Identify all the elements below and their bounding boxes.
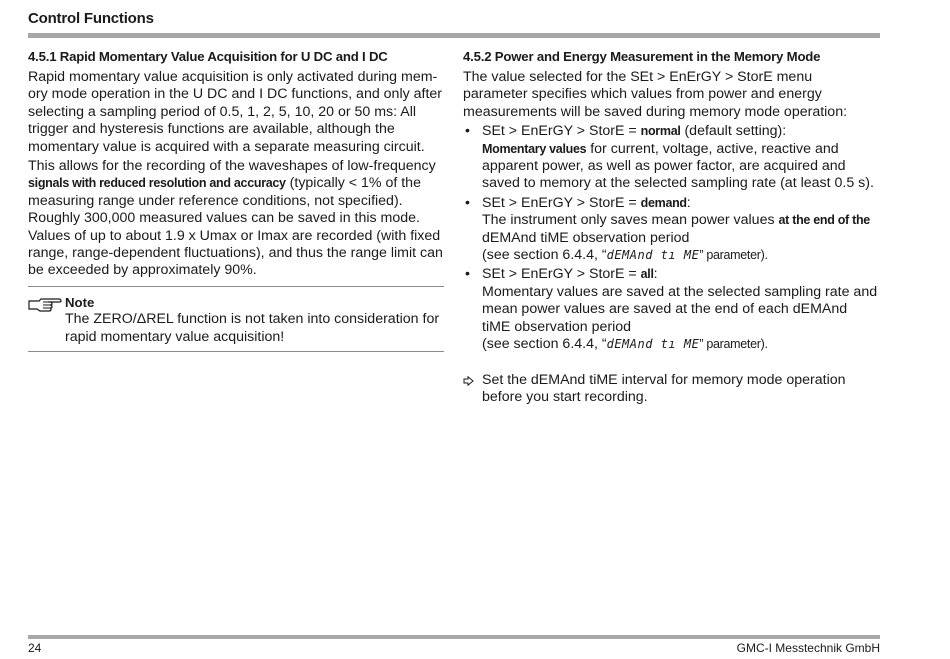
footer-rule bbox=[28, 635, 880, 639]
reference-suffix: ” parameter). bbox=[699, 248, 768, 263]
section-reference bbox=[482, 247, 879, 264]
text-segment: for current, voltage, active, reactive and apparent power, as well as power factor, are acquired and saved to memory at the selected sampling rate (at least 0.5 s). bbox=[482, 140, 874, 192]
option-line bbox=[482, 195, 879, 212]
note-label: Note bbox=[65, 294, 95, 310]
action-instruction bbox=[463, 372, 879, 407]
section-heading-4-5-2: 4.5.2 Power and Energy Measurement in the Memory Mode bbox=[463, 49, 821, 64]
bullet-glyph: • bbox=[465, 123, 470, 140]
page-number: 24 bbox=[28, 641, 42, 655]
option-description bbox=[482, 212, 879, 247]
option-line bbox=[482, 123, 879, 140]
bullet-glyph: • bbox=[465, 194, 470, 211]
reference-suffix: ” parameter). bbox=[699, 337, 768, 352]
note-text: The ZERO/ΔREL function is not taken into consideration for rapid momentary value acquisition! bbox=[65, 311, 440, 345]
text-segment: dEMAnd tiME observation period bbox=[482, 229, 690, 246]
storage-option-list bbox=[463, 123, 879, 353]
text-segment: The instrument only saves mean power values bbox=[482, 212, 779, 229]
bold-segment: Momentary values bbox=[482, 141, 587, 156]
option-description: Momentary values are saved at the selected sampling rate and mean power values are saved at the end of each dEMAnd tiME observation period bbox=[482, 283, 878, 335]
list-item-demand bbox=[463, 195, 879, 265]
option-prefix: SEt > EnErGY > StorE = bbox=[482, 194, 641, 211]
bold-segment: signals with reduced resolution and accuracy bbox=[28, 176, 286, 191]
lcd-display-text: dEMAnd tı ME bbox=[606, 248, 700, 263]
option-suffix: (default setting): bbox=[680, 123, 787, 140]
reference-prefix: (see section 6.4.4, “ bbox=[482, 247, 607, 264]
paragraph-rapid-acquisition: Rapid momentary value acquisition is only activated during mem-ory mode operation in the U DC and I DC functions, and only after selecting a sampling period of 0.5, 1, 2, 5, 10, 20 or 50 ms: All trigger and hysteresis functions are available, although the momentary value is acquired with a separate measuring circuit. bbox=[28, 69, 443, 155]
option-value: normal bbox=[640, 124, 681, 139]
paragraph-waveshapes bbox=[28, 158, 444, 280]
list-item-normal bbox=[463, 123, 879, 193]
action-text: Set the dEMAnd tiME interval for memory mode operation before you start recording. bbox=[482, 371, 846, 405]
bullet-glyph: • bbox=[465, 266, 470, 283]
left-column bbox=[28, 48, 444, 352]
text-segment: This allows for the recording of the waveshapes of low-frequency bbox=[28, 158, 436, 175]
option-prefix: SEt > EnErGY > StorE = bbox=[482, 123, 641, 140]
list-item-all bbox=[463, 266, 879, 353]
option-suffix: : bbox=[653, 266, 658, 283]
option-line bbox=[482, 266, 879, 283]
company-name: GMC-I Messtechnik GmbH bbox=[736, 641, 880, 655]
section-heading-4-5-1: 4.5.1 Rapid Momentary Value Acquisition for U DC and I DC bbox=[28, 49, 388, 64]
right-column bbox=[463, 48, 879, 406]
note-box bbox=[28, 286, 444, 352]
action-arrow-icon bbox=[463, 376, 474, 386]
paragraph-intro: The value selected for the SEt > EnErGY > StorE menu parameter specifies which values from power and energy measurements will be saved during memory mode operation: bbox=[463, 69, 848, 120]
section-reference bbox=[482, 336, 879, 353]
option-value: all bbox=[640, 267, 654, 282]
option-description bbox=[482, 141, 879, 193]
lcd-display-text: dEMAnd tı ME bbox=[606, 337, 700, 352]
page-header-title: Control Functions bbox=[28, 10, 154, 27]
option-value: demand bbox=[640, 195, 687, 210]
reference-prefix: (see section 6.4.4, “ bbox=[482, 336, 607, 353]
header-rule bbox=[28, 33, 880, 38]
text-segment: (typically < 1% of the measuring range under reference conditions, not specified). Roughly 300,000 measured values can be saved in this mode. Values of up to about 1.9 x Umax or Imax are recorded (with fixed range, range-dependent fluctuations), and thus the range limit can be exceeded by approximately 90%. bbox=[28, 175, 443, 279]
pointing-hand-icon bbox=[28, 296, 62, 312]
option-prefix: SEt > EnErGY > StorE = bbox=[482, 266, 641, 283]
option-suffix: : bbox=[686, 194, 691, 211]
bold-segment: at the end of the bbox=[778, 213, 870, 228]
